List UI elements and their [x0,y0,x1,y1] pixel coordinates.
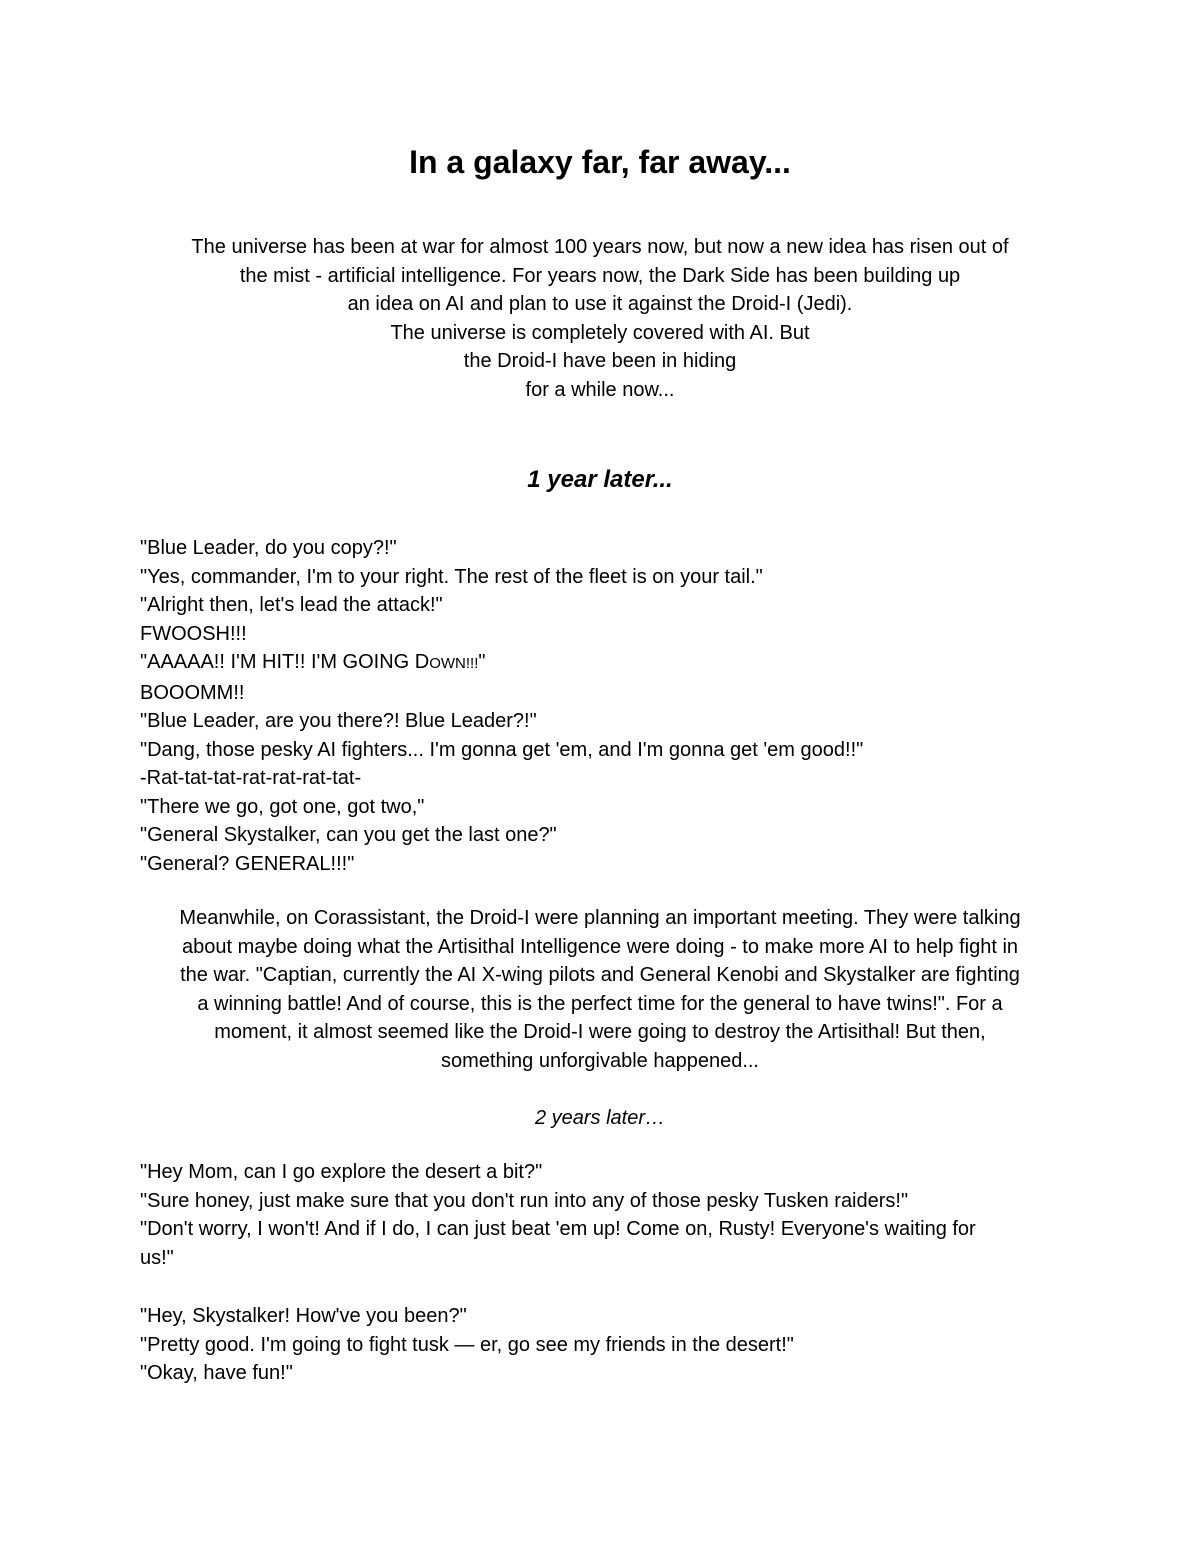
dialogue-line: "Hey Mom, can I go explore the desert a bit?" [140,1161,543,1183]
dialogue-line: FWOOSH!!! [140,622,247,645]
section-heading-2-years-later: 2 years later… [534,1107,666,1129]
dialogue-block-2 [140,1158,1080,1272]
dialogue-line: "There we go, got one, got two," [140,795,425,818]
dialogue-line: "Blue Leader, are you there?! Blue Leader?!" [140,710,537,732]
dialogue-line: "General Skystalker, can you get the last one?" [140,824,557,846]
section-heading-1-year-later: 1 year later... [527,466,673,493]
intro-line: The universe has been at war for almost 100 years now, but now a new idea has risen out of [191,236,1009,258]
dialogue-line: "Pretty good. I'm going to fight tusk — er, go see my friends in the desert!" [140,1333,794,1356]
page-title: In a galaxy far, far away... [409,144,791,180]
hit-text-small: OWN!!! [429,655,479,672]
paragraph-line: moment, it almost seemed like the Droid-I were going to destroy the Artisithal! But then, [214,1021,986,1044]
dialogue-line: BOOOMM!! [140,681,245,704]
intro-line: the mist - artificial intelligence. For years now, the Dark Side has been building up [239,264,961,287]
intro-line: the Droid-I have been in hiding [463,350,737,373]
paragraph-line: Meanwhile, on Corassistant, the Droid-I were planning an important meeting. They were talking [179,907,1021,929]
dialogue-line: "General? GENERAL!!!" [140,852,355,875]
dialogue-line: us!" [140,1246,174,1269]
dialogue-line: "Dang, those pesky AI fighters... I'm gonna get 'em, and I'm gonna get 'em good!!" [140,738,864,761]
paragraph-line: a winning battle! And of course, this is the perfect time for the general to have twins!". For a [197,992,1003,1015]
paragraph-line: the war. "Captian, currently the AI X-wing pilots and General Kenobi and Skystalker are fighting [180,964,1020,987]
dialogue-line: "Sure honey, just make sure that you don't run into any of those pesky Tusken raiders!" [140,1189,909,1212]
dialogue-line-hit [140,648,1080,679]
meanwhile-paragraph [120,904,1080,1076]
dialogue-block-3 [140,1302,1080,1388]
dialogue-line: "Okay, have fun!" [140,1362,293,1384]
paragraph-line: about maybe doing what the Artisithal Intelligence were doing - to make more AI to help fight in [181,935,1019,958]
hit-text-end: " [478,651,486,673]
paragraph-line: something unforgivable happened... [440,1049,759,1072]
dialogue-line: "Don't worry, I won't! And if I do, I can just beat 'em up! Come on, Rusty! Everyone's waiting for [140,1218,976,1240]
intro-paragraph [100,233,1100,405]
dialogue-line: "Yes, commander, I'm to your right. The rest of the fleet is on your tail." [140,565,763,588]
dialogue-line: "Hey, Skystalker! How've you been?" [140,1305,467,1327]
dialogue-block-1 [140,534,1080,878]
intro-line: for a while now... [525,378,675,401]
dialogue-line: "Blue Leader, do you copy?!" [140,537,397,559]
dialogue-line: -Rat-tat-tat-rat-rat-rat-tat- [140,767,362,789]
intro-line: an idea on AI and plan to use it against the Droid-I (Jedi). [347,293,853,316]
intro-line: The universe is completely covered with AI. But [390,321,810,344]
hit-text: "AAAAA!! I'M HIT!! I'M GOING D [140,651,430,673]
dialogue-line: "Alright then, let's lead the attack!" [140,594,443,616]
